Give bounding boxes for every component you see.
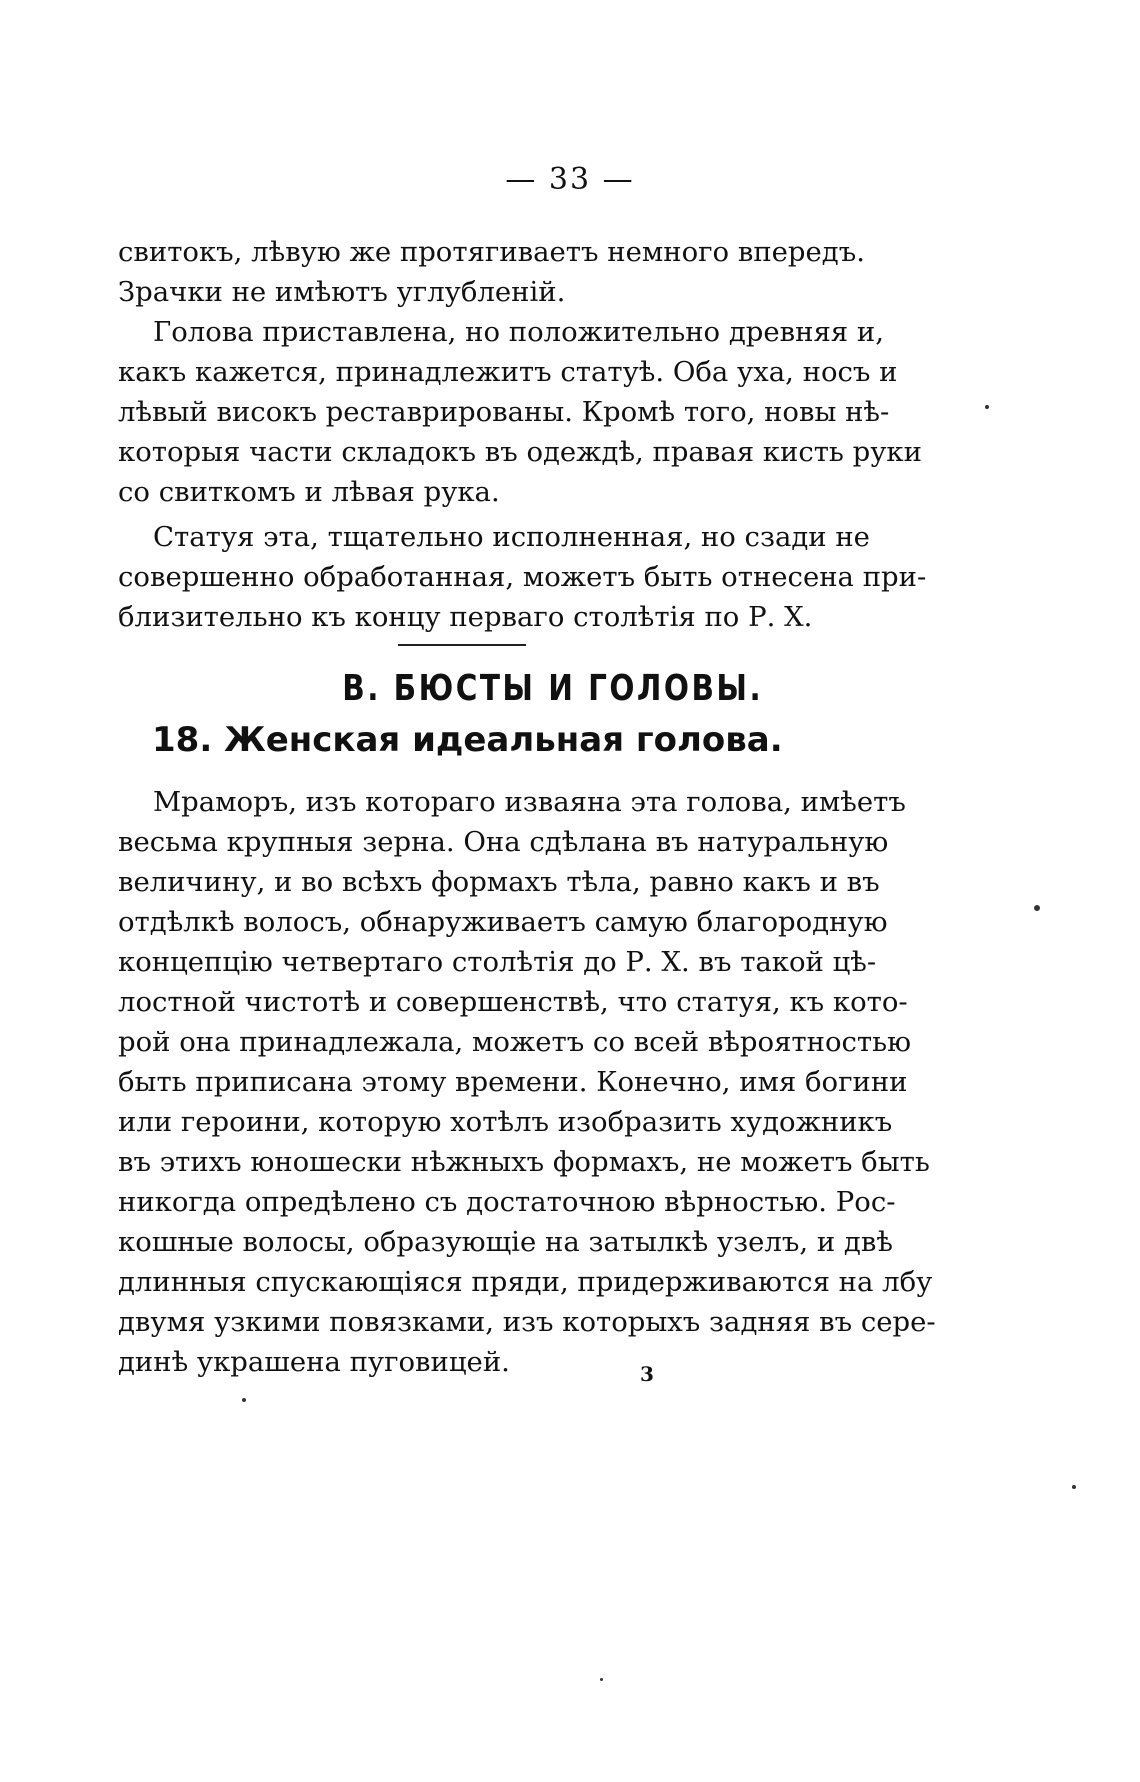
paragraph-4-line: рой она принадлежала, можетъ со всей вѣроятностью	[118, 1026, 912, 1058]
paragraph-4-line: лостной чистотѣ и совершенствѣ, что статуя, къ кото-	[118, 986, 908, 1018]
paragraph-4-line: никогда опредѣлено съ достаточною вѣрностью. Рос-	[118, 1186, 896, 1218]
scan-speck	[242, 1398, 246, 1402]
paragraph-4-line: Мраморъ, изъ котораго изваяна эта голова, имѣетъ	[153, 786, 906, 818]
paragraph-3-line: близительно къ концу перваго столѣтія по Р. Х.	[118, 601, 813, 633]
page-number: — 33 —	[505, 162, 635, 197]
section-divider	[398, 644, 526, 646]
paragraph-4-line: отдѣлкѣ волосъ, обнаруживаетъ самую благородную	[118, 906, 888, 938]
paragraph-2-line: какъ кажется, принадлежитъ статуѣ. Оба уха, носъ и	[118, 356, 898, 388]
paragraph-4-line: величину, и во всѣхъ формахъ тѣла, равно какъ и въ	[118, 866, 880, 898]
paragraph-3-line: совершенно обработанная, можетъ быть отнесена при-	[118, 561, 927, 593]
scan-speck	[1072, 1485, 1076, 1489]
paragraph-2-line: Голова приставлена, но положительно древняя и,	[153, 316, 884, 348]
paragraph-1-line: Зрачки не имѣютъ углубленій.	[118, 276, 566, 308]
section-title: В. БЮСТЫ И ГОЛОВЫ.	[342, 668, 764, 709]
paragraph-4-line: динѣ украшена пуговицей.	[118, 1346, 510, 1378]
paragraph-3-line: Статуя эта, тщательно исполненная, но сзади не	[153, 521, 870, 553]
paragraph-4-line: концепцію четвертаго столѣтія до Р. Х. въ такой цѣ-	[118, 946, 877, 978]
paragraph-2-line: которыя части складокъ въ одеждѣ, правая кисть руки	[118, 436, 922, 468]
paragraph-4-line: весьма крупныя зерна. Она сдѣлана въ натуральную	[118, 826, 889, 858]
paragraph-4-line: быть приписана этому времени. Конечно, имя богини	[118, 1066, 908, 1098]
scan-speck	[600, 1678, 603, 1681]
item-title: 18. Женская идеальная голова.	[152, 720, 783, 760]
paragraph-4-line: въ этихъ юношески нѣжныхъ формахъ, не можетъ быть	[118, 1146, 930, 1178]
paragraph-4-line: двумя узкими повязками, изъ которыхъ задняя въ сере-	[118, 1306, 936, 1338]
paragraph-4-line: или героини, которую хотѣлъ изобразить художникъ	[118, 1106, 893, 1138]
paragraph-1-line: свитокъ, лѣвую же протягиваетъ немного впередъ.	[118, 236, 865, 268]
paragraph-4-line: длинныя спускающіяся пряди, придерживаются на лбу	[118, 1266, 933, 1298]
paragraph-2-line: со свиткомъ и лѣвая рука.	[118, 476, 500, 508]
scan-speck	[985, 405, 989, 409]
paragraph-4-line: кошные волосы, образующіе на затылкѣ узелъ, и двѣ	[118, 1226, 893, 1258]
scan-speck	[1034, 905, 1040, 911]
paragraph-2-line: лѣвый високъ реставрированы. Кромѣ того, новы нѣ-	[118, 396, 890, 428]
signature-mark: 3	[640, 1362, 654, 1386]
